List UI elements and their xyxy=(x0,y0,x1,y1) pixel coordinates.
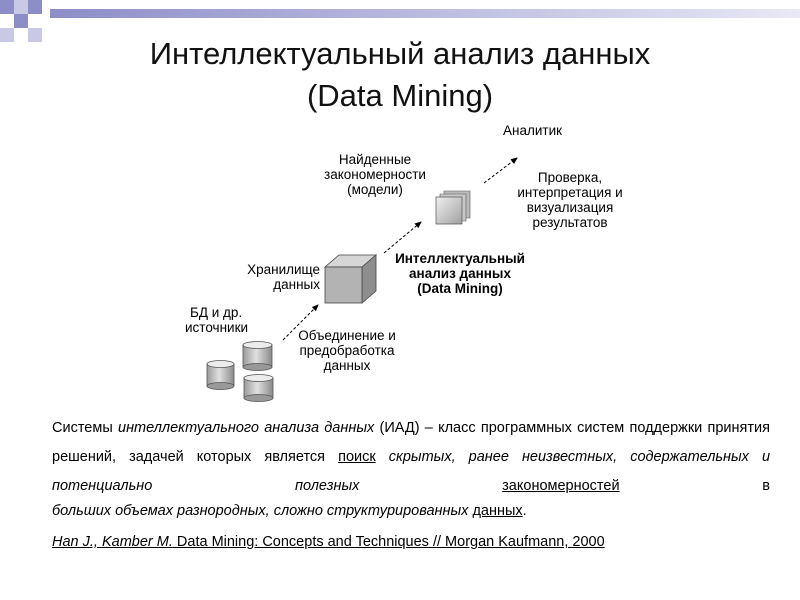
para-line2: поддержки принятия решений, задачей которых является xyxy=(52,420,770,465)
link-dannyh[interactable]: данных xyxy=(472,503,523,519)
link-zakonomernostey[interactable]: закономерностей xyxy=(502,478,620,494)
label-verification-3: визуализация xyxy=(526,200,614,215)
label-patterns-2: закономерности xyxy=(324,167,426,182)
slide-title-line2: (Data Mining) xyxy=(306,78,494,113)
link-poisk[interactable]: поиск xyxy=(338,449,376,465)
label-patterns-3: (модели) xyxy=(347,182,403,197)
label-verification-1: Проверка, xyxy=(537,170,603,185)
label-verification-4: результатов xyxy=(532,215,608,230)
label-warehouse-1: Хранилище xyxy=(247,262,320,277)
para-term-iad: интеллектуального анализа данных xyxy=(118,420,375,436)
definition-paragraph xyxy=(52,414,770,501)
label-data-mining xyxy=(385,251,535,296)
para-v: в xyxy=(762,478,770,494)
database-cylinder-3 xyxy=(244,375,273,402)
label-data-mining-2: анализ данных xyxy=(409,266,511,281)
label-patterns xyxy=(310,152,440,197)
label-patterns-1: Найденные xyxy=(338,152,412,167)
models-sheets xyxy=(436,191,470,224)
arrow-warehouse-to-models xyxy=(384,222,421,253)
warehouse-cube xyxy=(325,255,376,303)
reference-title: Data Mining: Concepts and Techniques // Morgan Kaufmann, 2000 xyxy=(176,534,605,550)
label-preprocessing-3: данных xyxy=(323,358,371,373)
slide-title-line1: Интеллектуальный анализ данных xyxy=(149,36,651,71)
definition-last-line xyxy=(52,501,527,521)
label-verification-2: интерпретация и xyxy=(517,185,623,200)
para-line4: больших объемах разнородных, сложно структурированных xyxy=(52,503,469,519)
label-preprocessing xyxy=(287,328,407,373)
para-class: (ИАД) – класс программных систем xyxy=(379,420,625,436)
label-preprocessing-2: предобработка xyxy=(299,343,395,358)
label-sources xyxy=(180,305,270,335)
para-hidden: скрытых, ранее xyxy=(388,449,509,465)
label-sources-2: источники xyxy=(185,320,249,335)
reference-link[interactable] xyxy=(52,532,605,552)
database-cylinder-1 xyxy=(207,361,234,390)
para-word-systems: Системы xyxy=(52,420,113,436)
label-preprocessing-1: Объединение и xyxy=(298,328,396,343)
para-end-dot: . xyxy=(522,503,527,519)
label-warehouse xyxy=(220,262,320,292)
label-data-mining-3: (Data Mining) xyxy=(417,281,503,296)
label-analyst: Аналитик xyxy=(503,123,563,138)
label-sources-1: БД и др. xyxy=(190,305,243,320)
label-data-mining-1: Интеллектуальный xyxy=(395,251,525,266)
label-warehouse-2: данных xyxy=(273,277,320,292)
label-verification xyxy=(505,170,635,230)
database-cylinder-2 xyxy=(243,342,272,371)
para-line3: неизвестных, содержательных и потенциально полезных xyxy=(52,449,771,494)
reference-authors: Han J., Kamber M. xyxy=(52,534,173,550)
